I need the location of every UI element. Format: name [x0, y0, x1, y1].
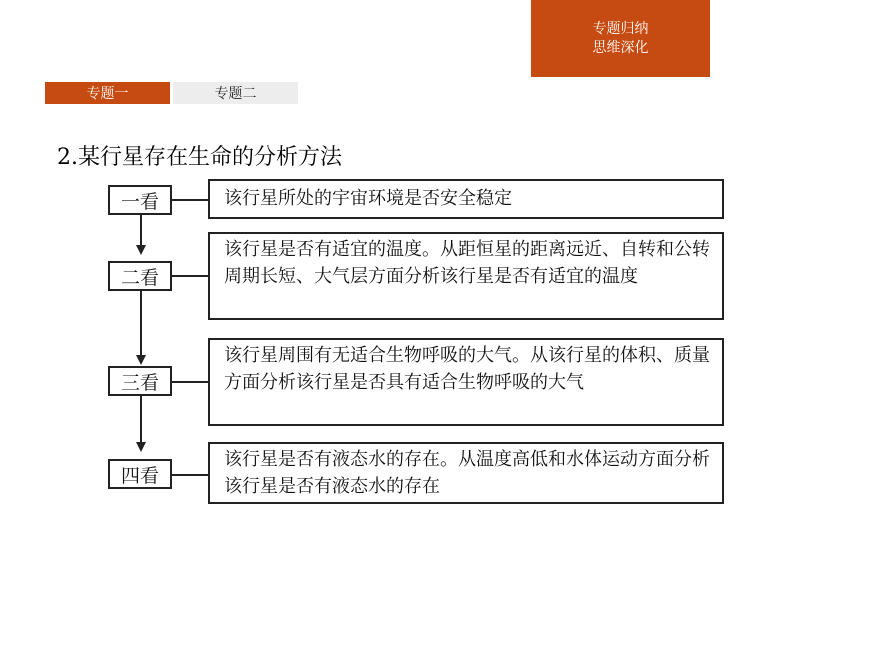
- tab-topic-2[interactable]: [173, 82, 298, 104]
- tab-label: 专题一: [86, 86, 129, 102]
- arrow-head-3: [136, 442, 146, 452]
- step-description-3: 该行星周围有无适合生物呼吸的大气。从该行星的体积、质量方面分析该行星是否具有适合生物呼吸的大气: [208, 338, 724, 426]
- step-description-2: 该行星是否有适宜的温度。从距恒星的距离远近、自转和公转周期长短、大气层方面分析该行星是否有适宜的温度: [208, 232, 724, 320]
- arrow-head-2: [136, 355, 146, 365]
- step-label-4: 四看: [108, 459, 172, 489]
- step-label-2: 二看: [108, 261, 172, 291]
- tab-label: 专题二: [214, 86, 257, 102]
- connector-1: [172, 199, 208, 201]
- arrow-head-1: [136, 245, 146, 255]
- connector-2: [172, 275, 208, 277]
- arrow-line-3: [140, 396, 142, 443]
- connector-4: [172, 474, 208, 476]
- arrow-line-1: [140, 215, 142, 246]
- badge-line-1: 专题归纳: [592, 20, 649, 37]
- step-label-1: 一看: [108, 185, 172, 215]
- step-description-4: 该行星是否有液态水的存在。从温度高低和水体运动方面分析该行星是否有液态水的存在: [208, 442, 724, 504]
- corner-badge: [531, 0, 710, 77]
- badge-line-2: 思维深化: [592, 39, 649, 56]
- step-label-3: 三看: [108, 366, 172, 396]
- tab-topic-1[interactable]: [45, 82, 170, 104]
- connector-3: [172, 381, 208, 383]
- section-title: 2.某行星存在生命的分析方法: [57, 145, 342, 170]
- step-description-1: 该行星所处的宇宙环境是否安全稳定: [208, 179, 724, 219]
- arrow-line-2: [140, 291, 142, 356]
